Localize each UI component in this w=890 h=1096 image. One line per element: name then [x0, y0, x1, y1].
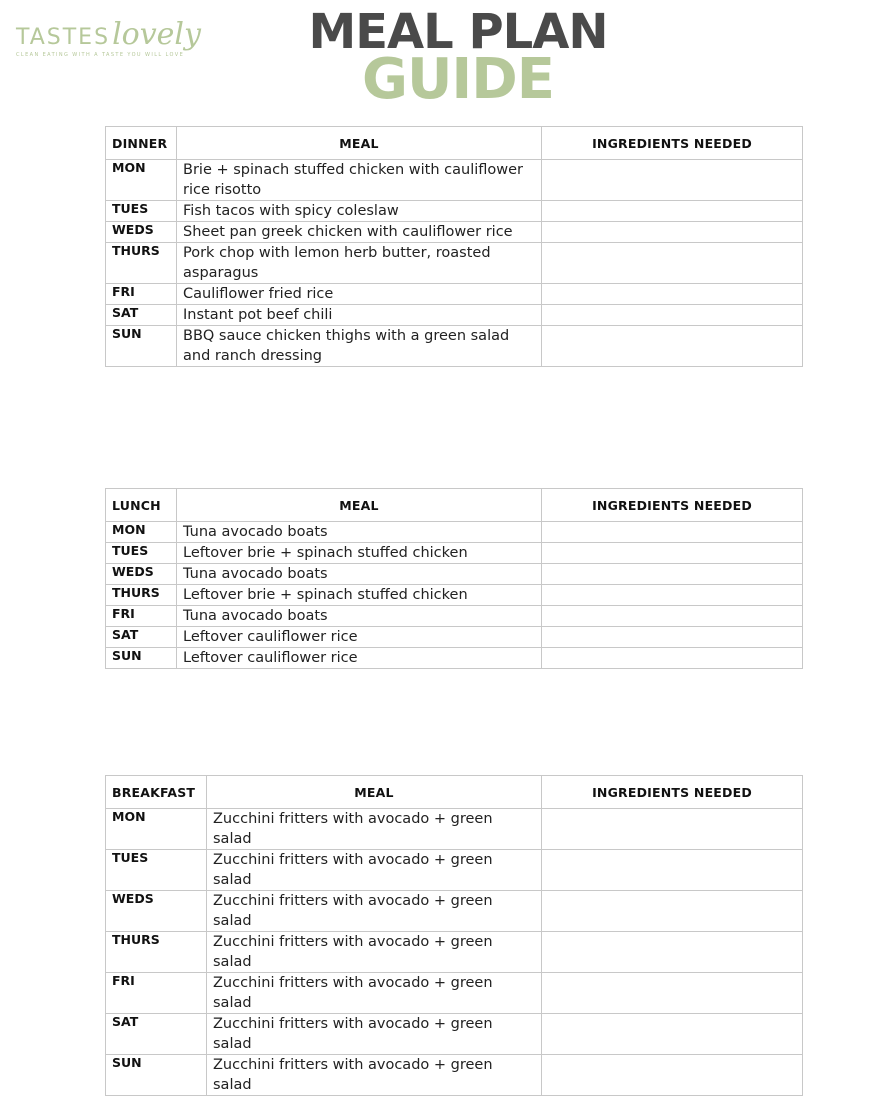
day-cell: MON	[106, 160, 177, 201]
ingredients-cell[interactable]	[542, 326, 803, 367]
day-cell: FRI	[106, 606, 177, 627]
day-cell: WEDS	[106, 222, 177, 243]
ingredients-cell[interactable]	[542, 305, 803, 326]
table-row	[106, 973, 803, 1014]
brand-logo	[16, 17, 216, 58]
meal-cell: Zucchini fritters with avocado + green salad	[207, 1055, 542, 1096]
meal-cell: Brie + spinach stuffed chicken with cauliflower rice risotto	[177, 160, 542, 201]
page-title-line2: GUIDE	[361, 47, 554, 112]
meal-cell: Zucchini fritters with avocado + green salad	[207, 932, 542, 973]
ingredients-cell[interactable]	[542, 201, 803, 222]
table-row	[106, 305, 803, 326]
table-row	[106, 627, 803, 648]
ingredients-cell[interactable]	[542, 1055, 803, 1096]
table-row	[106, 1055, 803, 1096]
ingredients-cell[interactable]	[542, 585, 803, 606]
table-row	[106, 809, 803, 850]
table-row	[106, 222, 803, 243]
table-row	[106, 585, 803, 606]
meal-cell: Zucchini fritters with avocado + green salad	[207, 891, 542, 932]
table-row	[106, 850, 803, 891]
brand-tagline: CLEAN EATING WITH A TASTE YOU WILL LOVE	[16, 52, 185, 58]
table-row	[106, 543, 803, 564]
day-cell: FRI	[106, 973, 207, 1014]
meal-cell: BBQ sauce chicken thighs with a green salad and ranch dressing	[177, 326, 542, 367]
meal-cell: Pork chop with lemon herb butter, roasted asparagus	[177, 243, 542, 284]
brand-name-part1: TASTES	[16, 25, 111, 50]
table-row	[106, 648, 803, 669]
ingredients-cell[interactable]	[542, 850, 803, 891]
meal-cell: Tuna avocado boats	[177, 564, 542, 585]
meal-cell: Leftover brie + spinach stuffed chicken	[177, 543, 542, 564]
table-row	[106, 160, 803, 201]
ingredients-cell[interactable]	[542, 973, 803, 1014]
ingredients-cell[interactable]	[542, 284, 803, 305]
table-row	[106, 891, 803, 932]
table-row	[106, 522, 803, 543]
ingredients-cell[interactable]	[542, 627, 803, 648]
lunch-table	[105, 488, 803, 669]
meal-cell: Leftover brie + spinach stuffed chicken	[177, 585, 542, 606]
table-row	[106, 284, 803, 305]
ingredients-cell[interactable]	[542, 932, 803, 973]
brand-name-part2: lovely	[112, 17, 201, 52]
meal-column-header: MEAL	[207, 776, 542, 809]
meal-cell: Leftover cauliflower rice	[177, 627, 542, 648]
section-header: BREAKFAST	[106, 776, 207, 809]
ingredients-cell[interactable]	[542, 809, 803, 850]
day-cell: TUES	[106, 543, 177, 564]
breakfast-table	[105, 775, 803, 1096]
day-cell: WEDS	[106, 564, 177, 585]
meal-cell: Sheet pan greek chicken with cauliflower rice	[177, 222, 542, 243]
ingredients-cell[interactable]	[542, 1014, 803, 1055]
ingredients-cell[interactable]	[542, 648, 803, 669]
meal-cell: Zucchini fritters with avocado + green salad	[207, 809, 542, 850]
ingredients-cell[interactable]	[542, 564, 803, 585]
day-cell: SAT	[106, 1014, 207, 1055]
section-header: LUNCH	[106, 489, 177, 522]
ingredients-cell[interactable]	[542, 160, 803, 201]
day-cell: WEDS	[106, 891, 207, 932]
day-cell: SAT	[106, 305, 177, 326]
ingredients-cell[interactable]	[542, 522, 803, 543]
meal-cell: Zucchini fritters with avocado + green salad	[207, 973, 542, 1014]
day-cell: THURS	[106, 585, 177, 606]
day-cell: TUES	[106, 850, 207, 891]
meal-cell: Cauliflower fried rice	[177, 284, 542, 305]
meal-cell: Leftover cauliflower rice	[177, 648, 542, 669]
day-cell: SUN	[106, 326, 177, 367]
meal-cell: Instant pot beef chili	[177, 305, 542, 326]
meal-column-header: MEAL	[177, 489, 542, 522]
day-cell: MON	[106, 522, 177, 543]
section-header: DINNER	[106, 127, 177, 160]
meal-cell: Zucchini fritters with avocado + green salad	[207, 850, 542, 891]
ingredients-column-header: INGREDIENTS NEEDED	[542, 127, 803, 160]
meal-cell: Tuna avocado boats	[177, 606, 542, 627]
table-row	[106, 1014, 803, 1055]
meal-cell: Tuna avocado boats	[177, 522, 542, 543]
ingredients-cell[interactable]	[542, 543, 803, 564]
day-cell: SAT	[106, 627, 177, 648]
table-row	[106, 932, 803, 973]
ingredients-column-header: INGREDIENTS NEEDED	[542, 489, 803, 522]
table-row	[106, 564, 803, 585]
table-row	[106, 606, 803, 627]
ingredients-column-header: INGREDIENTS NEEDED	[542, 776, 803, 809]
table-row	[106, 326, 803, 367]
ingredients-cell[interactable]	[542, 222, 803, 243]
day-cell: THURS	[106, 932, 207, 973]
table-row	[106, 243, 803, 284]
ingredients-cell[interactable]	[542, 891, 803, 932]
day-cell: FRI	[106, 284, 177, 305]
brand-name	[16, 17, 216, 52]
day-cell: SUN	[106, 1055, 207, 1096]
meal-cell: Zucchini fritters with avocado + green salad	[207, 1014, 542, 1055]
day-cell: MON	[106, 809, 207, 850]
page-title-line1: MEAL PLAN	[308, 4, 608, 60]
meal-column-header: MEAL	[177, 127, 542, 160]
ingredients-cell[interactable]	[542, 243, 803, 284]
day-cell: SUN	[106, 648, 177, 669]
table-row	[106, 201, 803, 222]
dinner-table	[105, 126, 803, 367]
day-cell: TUES	[106, 201, 177, 222]
day-cell: THURS	[106, 243, 177, 284]
ingredients-cell[interactable]	[542, 606, 803, 627]
meal-cell: Fish tacos with spicy coleslaw	[177, 201, 542, 222]
